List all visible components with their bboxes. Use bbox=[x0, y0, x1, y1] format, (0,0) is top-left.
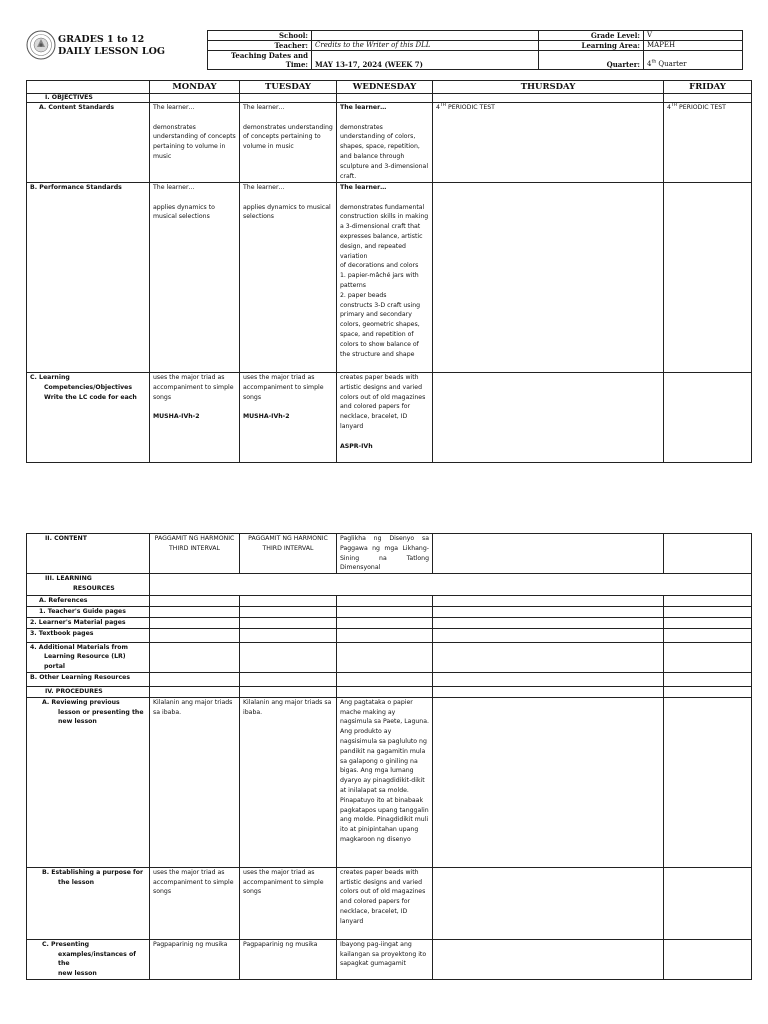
empty-cell bbox=[664, 867, 752, 939]
monday-presenting: Pagpaparinig ng musika bbox=[150, 939, 240, 979]
tuesday-performance-standard bbox=[240, 183, 337, 373]
learning-resources-row bbox=[27, 574, 752, 596]
grade-level-value: V bbox=[644, 31, 743, 41]
learning-competencies-row bbox=[27, 373, 752, 463]
empty-cell bbox=[433, 183, 664, 373]
empty-cell bbox=[433, 94, 664, 103]
tuesday-content-standard bbox=[240, 103, 337, 183]
monday-review: Kilalanin ang major triads sa ibaba. bbox=[150, 697, 240, 867]
wednesday-cs-intro: The learner… bbox=[340, 104, 387, 111]
empty-cell bbox=[664, 94, 752, 103]
teaching-dates-label-line2: Time: bbox=[285, 60, 308, 69]
tuesday-content: PAGGAMIT NG HARMONIC THIRD INTERVAL bbox=[240, 534, 337, 574]
empty-cell bbox=[240, 596, 337, 607]
empty-cell bbox=[150, 642, 240, 672]
monday-content: PAGGAMIT NG HARMONIC THIRD INTERVAL bbox=[150, 534, 240, 574]
empty-cell bbox=[664, 373, 752, 463]
wednesday-ps-item2: 2. paper beads bbox=[340, 291, 387, 299]
teacher-value: Credits to the Writer of this DLL bbox=[312, 41, 539, 51]
rev-label-line3: new lesson bbox=[58, 718, 97, 726]
empty-cell bbox=[337, 628, 433, 642]
wednesday-ps-item1: 1. papier-mâché jars with patterns bbox=[340, 272, 419, 289]
wednesday-presenting: Ibayong pag-iingat ang kailangan sa proyektong ito sapagkat gumagamit bbox=[337, 939, 433, 979]
school-value bbox=[312, 31, 539, 41]
title-line-2: DAILY LESSON LOG bbox=[58, 46, 165, 57]
empty-cell bbox=[664, 606, 752, 617]
wednesday-review: Ang pagtataka o papier mache making ay nagsimula sa Paete, Laguna. Ang produkto ay nagsisimula sa pagluluto ng pandikit na gagamitin mula sa galapong o giniling na bigas. Ang mga lumang dyaryo ay pinagdidikit-dikit at inilalapat sa molde. Pinapatuyo ito at binabaak pagkatapos upang tanggalin ang molde. Pinagdidikit muli ito at pinipintahan upang magkaroon ng disenyo bbox=[337, 697, 433, 867]
empty-cell bbox=[664, 939, 752, 979]
teaching-dates-value: MAY 13-17, 2024 (WEEK 7) bbox=[312, 51, 539, 70]
tuesday-ps-text: applies dynamics to musical selections bbox=[243, 203, 331, 221]
learners-material-row bbox=[27, 617, 752, 628]
other-resources-label: B. Other Learning Resources bbox=[27, 672, 150, 686]
am-label-line1: 4. Additional Materials from bbox=[30, 643, 128, 651]
monday-cs-intro: The learner… bbox=[153, 104, 195, 111]
wednesday-ps-text: demonstrates fundamental construction skills in making a 3-dimensional craft that expresses balance, artistic design, and repeated variation bbox=[340, 203, 429, 260]
empty-cell bbox=[150, 686, 240, 697]
tuesday-cs-text: demonstrates understanding of concepts pertaining to volume in music bbox=[243, 123, 333, 151]
friday-test-sup: TH bbox=[670, 102, 678, 108]
est-label-line2: the lesson bbox=[58, 878, 95, 886]
empty-cell bbox=[433, 534, 664, 574]
tuesday-review: Kilalanin ang major triads sa ibaba. bbox=[240, 697, 337, 867]
reviewing-label bbox=[27, 697, 150, 867]
monday-ps-intro: The learner… bbox=[153, 184, 195, 191]
lc-label-line1: C. Learning bbox=[30, 374, 70, 381]
wednesday-lc-text: creates paper beads with artistic designs and varied colors out of old magazines and colored papers for necklace, bracelet, ID lanyard bbox=[340, 374, 426, 430]
teachers-guide-label: 1. Teacher's Guide pages bbox=[27, 606, 150, 617]
empty-cell bbox=[240, 628, 337, 642]
references-label: A. References bbox=[27, 596, 150, 607]
empty-cell bbox=[433, 373, 664, 463]
learning-area-label: Learning Area: bbox=[539, 41, 644, 51]
learning-competencies-label bbox=[27, 373, 150, 463]
day-wednesday: WEDNESDAY bbox=[337, 81, 433, 94]
empty-cell bbox=[337, 596, 433, 607]
other-resources-row bbox=[27, 672, 752, 686]
empty-cell bbox=[240, 642, 337, 672]
empty-cell bbox=[240, 94, 337, 103]
empty-cell bbox=[337, 686, 433, 697]
additional-materials-row bbox=[27, 642, 752, 672]
presenting-examples-row bbox=[27, 939, 752, 979]
textbook-label: 3. Textbook pages bbox=[27, 628, 150, 642]
empty-cell bbox=[240, 606, 337, 617]
wednesday-ps-constructs: constructs 3-D craft using primary and secondary colors, geometric shapes, space, and repetition of colors to show balance of the structure and shape bbox=[340, 301, 421, 358]
empty-cell bbox=[337, 642, 433, 672]
empty-cell bbox=[433, 672, 664, 686]
lr-label-line2: RESOURCES bbox=[73, 584, 115, 592]
objectives-label: I. OBJECTIVES bbox=[27, 94, 150, 103]
quarter-value bbox=[644, 51, 743, 70]
wednesday-content-standard bbox=[337, 103, 433, 183]
tuesday-competency bbox=[240, 373, 337, 463]
wednesday-purpose: creates paper beads with artistic designs and varied colors out of old magazines and colored papers for necklace, bracelet, ID lanyard bbox=[337, 867, 433, 939]
rev-label-line1: A. Reviewing previous bbox=[42, 698, 120, 706]
thursday-periodic-test bbox=[433, 103, 664, 183]
learning-area-value: MAPEH bbox=[644, 41, 743, 51]
title-line-1: GRADES 1 to 12 bbox=[58, 34, 145, 45]
content-row bbox=[27, 534, 752, 574]
wednesday-cs-text: demonstrates understanding of colors, shapes, space, repetition, and balance through sculpture and 3-dimensional craft. bbox=[340, 123, 429, 180]
header-info-table bbox=[207, 30, 743, 70]
monday-cs-text: demonstrates understanding of concepts pertaining to volume in music bbox=[153, 123, 236, 160]
empty-cell bbox=[433, 628, 664, 642]
tuesday-ps-intro: The learner… bbox=[243, 184, 285, 191]
friday-test-num: 4 bbox=[667, 104, 671, 111]
pres-label-line2: examples/instances of the bbox=[58, 950, 136, 968]
rev-label-line2: lesson or presenting the bbox=[58, 708, 144, 716]
performance-standards-label: B. Performance Standards bbox=[27, 183, 150, 373]
thursday-test-num: 4 bbox=[436, 104, 440, 111]
monday-ps-text: applies dynamics to musical selections bbox=[153, 203, 215, 221]
am-label-line2: Learning Resource (LR) bbox=[44, 653, 126, 661]
objectives-row bbox=[27, 94, 752, 103]
content-label: II. CONTENT bbox=[27, 534, 150, 574]
teaching-dates-label-line1: Teaching Dates and bbox=[230, 51, 308, 60]
empty-cell bbox=[150, 617, 240, 628]
wednesday-lc-code: ASPR-IVh bbox=[340, 442, 373, 450]
wednesday-ps-decorations: of decorations and colors bbox=[340, 262, 419, 270]
tuesday-lc-code: MUSHA-IVh-2 bbox=[243, 413, 290, 421]
quarter-suffix: th bbox=[651, 59, 657, 65]
empty-cell bbox=[433, 606, 664, 617]
friday-periodic-test bbox=[664, 103, 752, 183]
lr-label-line1: III. LEARNING bbox=[45, 575, 92, 583]
lc-label-line3: Write the LC code for each bbox=[44, 393, 137, 401]
quarter-label: Quarter: bbox=[539, 51, 644, 70]
document-title bbox=[58, 34, 165, 58]
presenting-examples-label bbox=[27, 939, 150, 979]
teaching-dates-label bbox=[208, 51, 312, 70]
empty-cell bbox=[433, 617, 664, 628]
empty-cell bbox=[337, 617, 433, 628]
friday-test-text: PERIODIC TEST bbox=[677, 104, 726, 111]
empty-cell bbox=[337, 606, 433, 617]
empty-cell bbox=[664, 183, 752, 373]
wednesday-ps-intro: The learner… bbox=[340, 184, 387, 191]
empty-cell bbox=[664, 628, 752, 642]
procedures-label: IV. PROCEDURES bbox=[27, 686, 150, 697]
empty-cell bbox=[337, 672, 433, 686]
empty-cell bbox=[240, 617, 337, 628]
empty-cell bbox=[337, 94, 433, 103]
empty-cell bbox=[240, 686, 337, 697]
quarter-number: 4 bbox=[647, 60, 652, 68]
monday-content-standard bbox=[150, 103, 240, 183]
day-tuesday: TUESDAY bbox=[240, 81, 337, 94]
references-row bbox=[27, 596, 752, 607]
reviewing-row bbox=[27, 697, 752, 867]
empty-cell bbox=[664, 534, 752, 574]
tuesday-cs-intro: The learner… bbox=[243, 104, 285, 111]
empty-cell bbox=[150, 628, 240, 642]
dll-table-part1 bbox=[26, 80, 752, 463]
learning-resources-label bbox=[27, 574, 150, 596]
empty-cell bbox=[664, 697, 752, 867]
deped-seal-logo bbox=[26, 30, 56, 60]
empty-cell bbox=[433, 867, 664, 939]
am-label-line3: portal bbox=[44, 663, 65, 671]
empty-cell bbox=[433, 697, 664, 867]
empty-cell bbox=[240, 672, 337, 686]
empty-cell bbox=[150, 596, 240, 607]
day-monday: MONDAY bbox=[150, 81, 240, 94]
empty-cell bbox=[433, 939, 664, 979]
est-label-line1: B. Establishing a purpose for bbox=[42, 868, 144, 876]
quarter-word: Quarter bbox=[656, 60, 687, 68]
empty-cell bbox=[664, 686, 752, 697]
wednesday-performance-standard bbox=[337, 183, 433, 373]
performance-standards-row bbox=[27, 183, 752, 373]
empty-cell bbox=[664, 617, 752, 628]
empty-cell bbox=[664, 672, 752, 686]
textbook-row bbox=[27, 628, 752, 642]
monday-lc-text: uses the major triad as accompaniment to simple songs bbox=[153, 374, 234, 401]
monday-competency bbox=[150, 373, 240, 463]
empty-cell bbox=[433, 642, 664, 672]
content-standards-row bbox=[27, 103, 752, 183]
monday-purpose: uses the major triad as accompaniment to simple songs bbox=[150, 867, 240, 939]
establishing-purpose-label bbox=[27, 867, 150, 939]
empty-cell bbox=[150, 574, 752, 596]
pres-label-line3: new lesson bbox=[58, 970, 97, 978]
monday-lc-code: MUSHA-IVh-2 bbox=[153, 413, 200, 421]
monday-performance-standard bbox=[150, 183, 240, 373]
wednesday-competency bbox=[337, 373, 433, 463]
pres-label-line1: C. Presenting bbox=[42, 940, 90, 948]
header-blank-cell bbox=[27, 81, 150, 94]
day-thursday: THURSDAY bbox=[433, 81, 664, 94]
empty-cell bbox=[150, 606, 240, 617]
empty-cell bbox=[433, 596, 664, 607]
day-friday: FRIDAY bbox=[664, 81, 752, 94]
establishing-purpose-row bbox=[27, 867, 752, 939]
empty-cell bbox=[664, 596, 752, 607]
school-label: School: bbox=[208, 31, 312, 41]
day-header-row bbox=[27, 81, 752, 94]
thursday-test-sup: TH bbox=[439, 102, 447, 108]
content-standards-label: A. Content Standards bbox=[27, 103, 150, 183]
thursday-test-text: PERIODIC TEST bbox=[446, 104, 495, 111]
tuesday-lc-text: uses the major triad as accompaniment to simple songs bbox=[243, 374, 324, 401]
empty-cell bbox=[150, 94, 240, 103]
empty-cell bbox=[433, 686, 664, 697]
wednesday-content: Paglikha ng Disenyo sa Paggawa ng mga Likhang-Sining na Tatlong Dimensyonal bbox=[337, 534, 433, 574]
teacher-label: Teacher: bbox=[208, 41, 312, 51]
empty-cell bbox=[150, 672, 240, 686]
dll-table-part2 bbox=[26, 533, 752, 980]
additional-materials-label bbox=[27, 642, 150, 672]
procedures-row bbox=[27, 686, 752, 697]
empty-cell bbox=[664, 642, 752, 672]
tuesday-presenting: Pagpaparinig ng musika bbox=[240, 939, 337, 979]
teachers-guide-row bbox=[27, 606, 752, 617]
tuesday-purpose: uses the major triad as accompaniment to simple songs bbox=[240, 867, 337, 939]
lc-label-line2: Competencies/Objectives bbox=[44, 383, 133, 391]
learners-material-label: 2. Learner's Material pages bbox=[27, 617, 150, 628]
grade-level-label: Grade Level: bbox=[539, 31, 644, 41]
